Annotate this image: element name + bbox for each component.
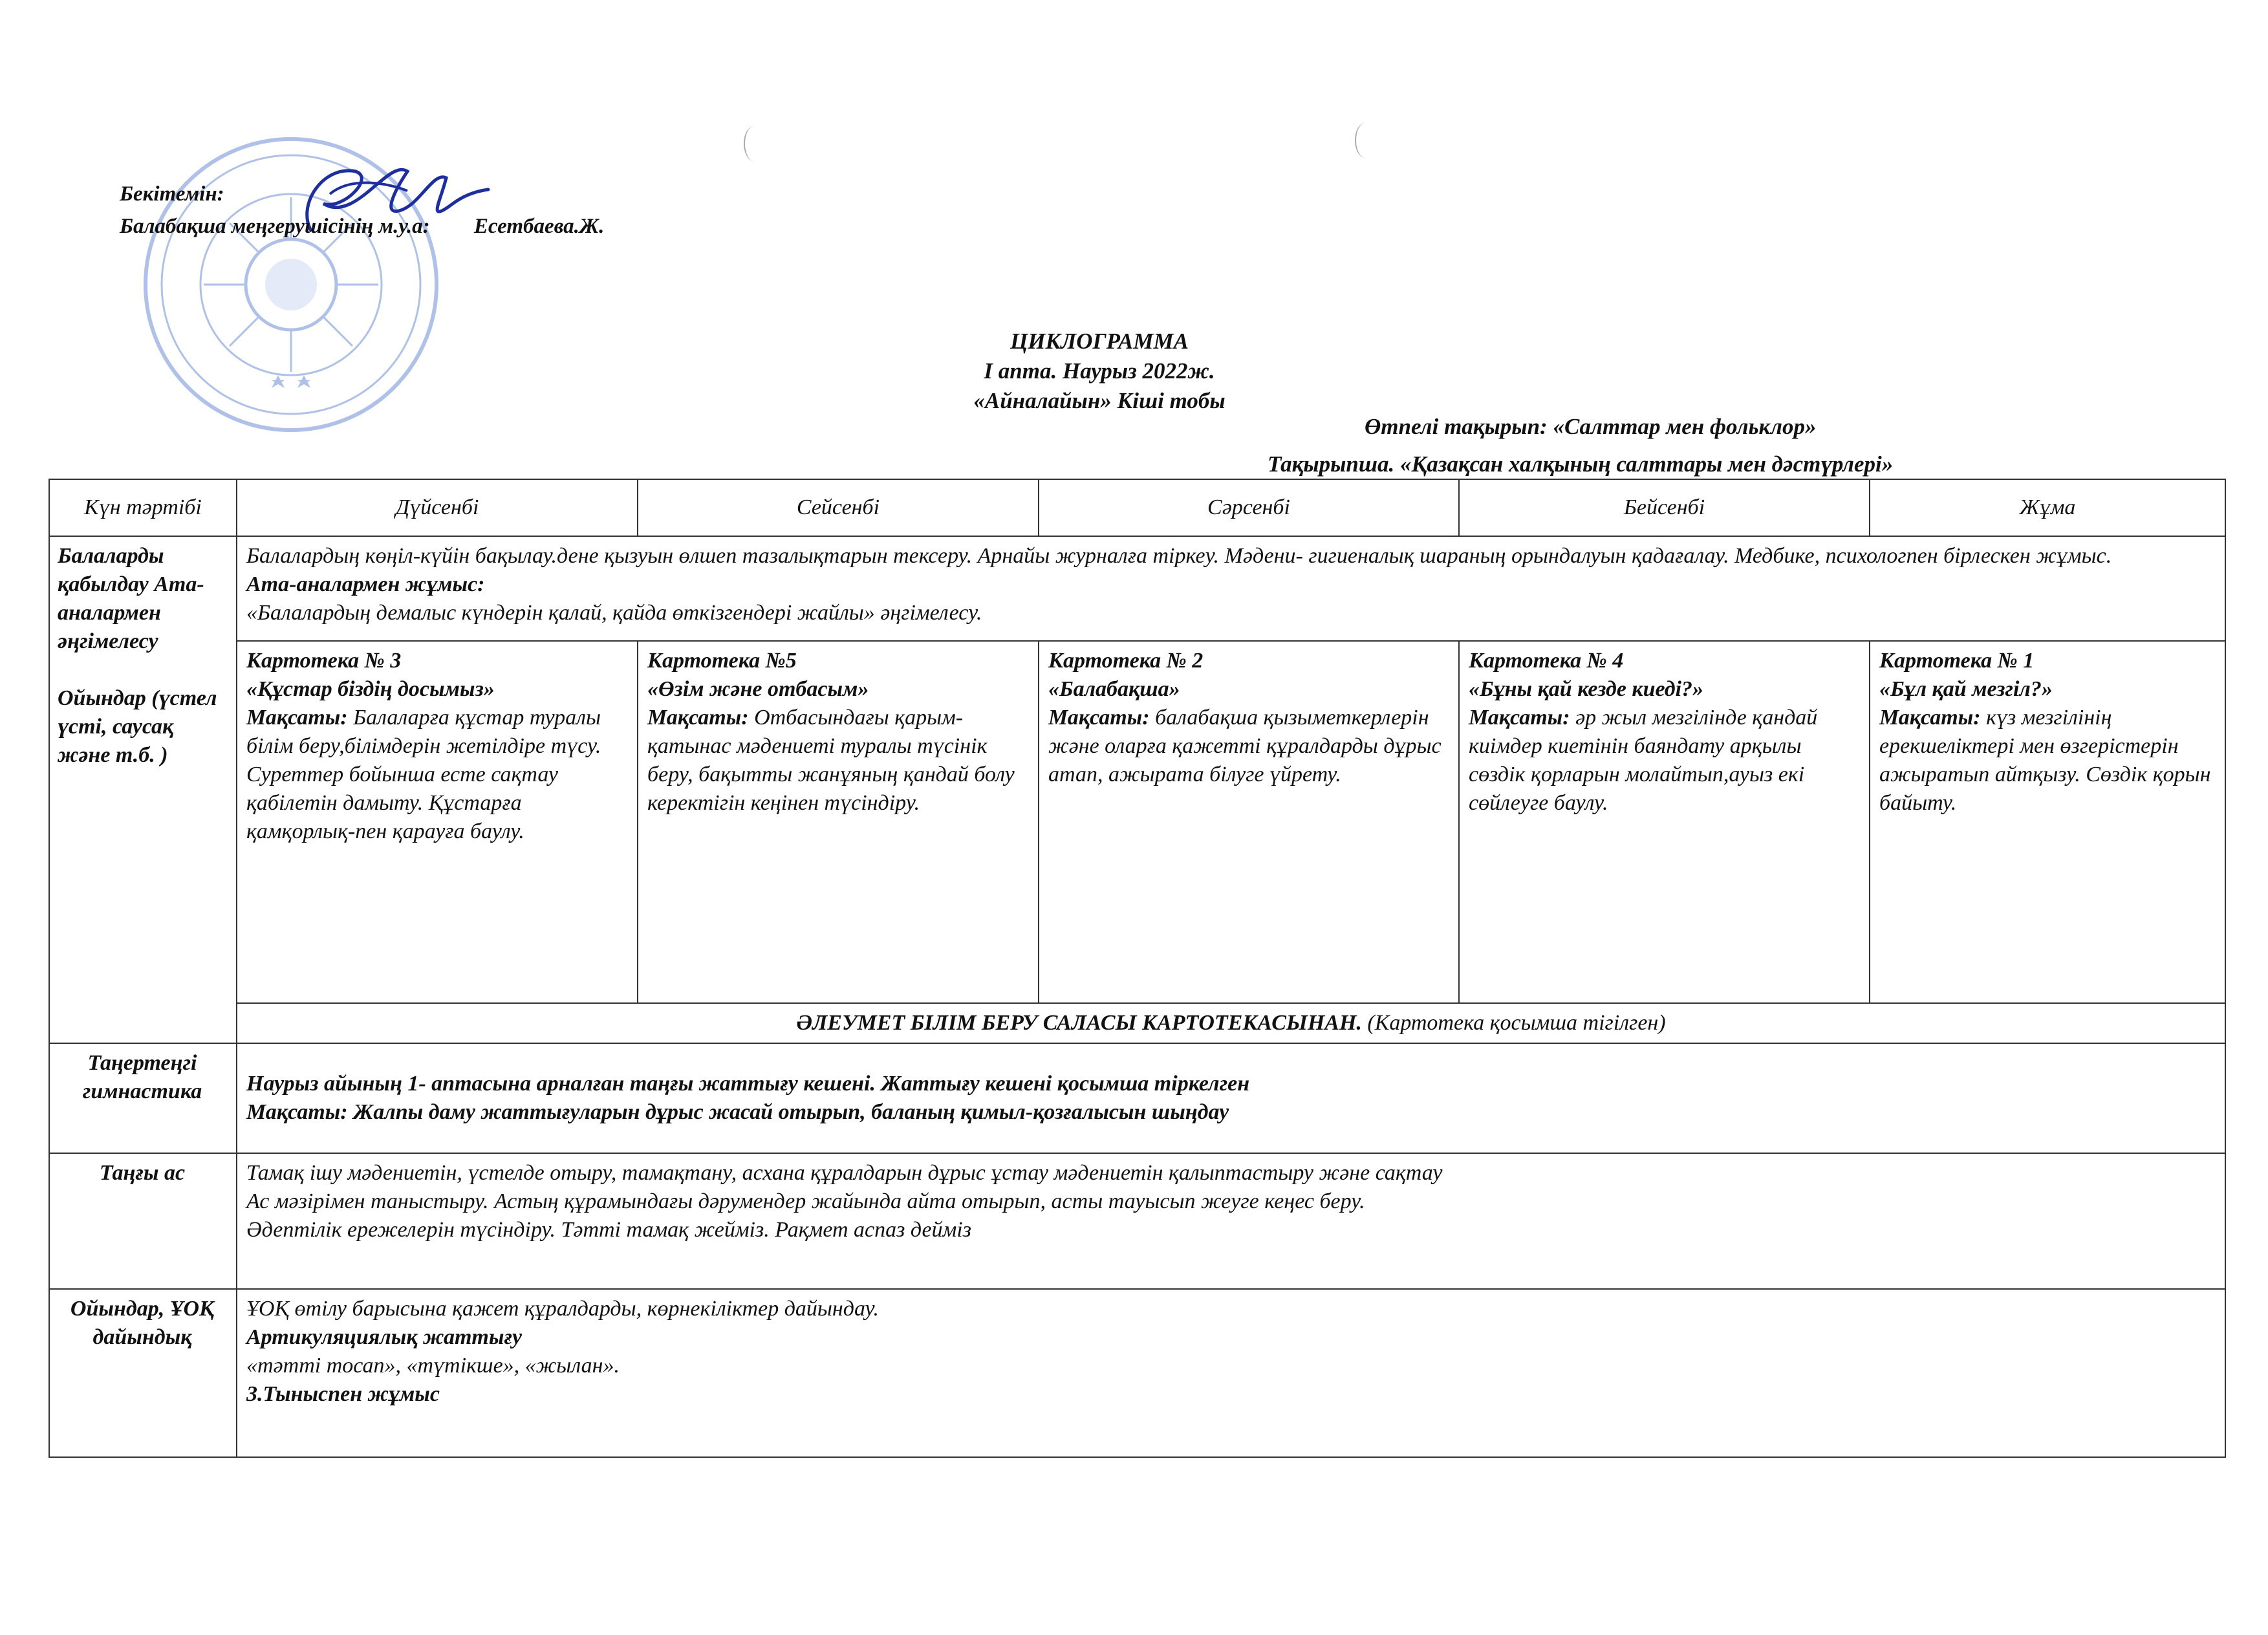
banner-note: (Картотека қосымша тігілген): [1367, 1011, 1666, 1035]
header-row: [49, 479, 2225, 536]
scan-mark: [1355, 123, 1376, 158]
cyclogram-table: [49, 479, 2226, 1458]
day-header: Дүйсенбі: [237, 479, 638, 536]
card-goal: Балаларға құстар туралы білім беру,білімдерін жетілдіре түсу. Суреттер бойынша есте сақтау қабілетін дамыту. Құстарға қамқорлық-пен қарауға баулу.: [246, 706, 601, 843]
card-goal-label: Мақсаты:: [1879, 706, 1981, 730]
scan-mark: [744, 126, 764, 161]
card-goal-label: Мақсаты:: [647, 706, 749, 730]
day-header: Бейсенбі: [1459, 479, 1870, 536]
banner-bold: ӘЛЕУМЕТ БІЛІМ БЕРУ САЛАСЫ КАРТОТЕКАСЫНАН.: [796, 1011, 1362, 1035]
card-title: «Құстар біздің досымыз»: [246, 677, 495, 701]
card-goal: әр жыл мезгілінде қандай киімдер киетінін баяндату арқылы сөздік қорларын молайтып,ауыз екі сөйлеуге баулу.: [1469, 706, 1818, 815]
card-number: Картотека № 1: [1879, 649, 2035, 673]
breakfast-row: [49, 1153, 2225, 1289]
parents-label: Ата-аналармен жұмыс:: [246, 572, 485, 596]
card-goal-label: Мақсаты:: [246, 706, 348, 730]
card-goal: балабақша қызыметкерлерін және оларға қажетті құралдарды дұрыс атап, ажырата білуге үйрету.: [1048, 706, 1442, 786]
card-title: «Балабақша»: [1048, 677, 1180, 701]
subtopic-line: Тақырыпша. «Қазақсан халқының салттары мен дәстүрлері»: [1268, 451, 1894, 477]
card-title: «Өзім және отбасым»: [647, 677, 869, 701]
prep-row: [49, 1289, 2225, 1457]
card-title: «Бұл қай мезгіл?»: [1879, 677, 2053, 701]
reception-label: Балаларды қабылдау Ата-аналармен әңгімелесу: [58, 544, 204, 653]
prep-subheading: 3.Тыныспен жұмыс: [246, 1382, 440, 1406]
approval-role: Балабақша меңгерушісінің м.у.а:: [120, 215, 430, 238]
reception-games-label: [49, 536, 237, 1043]
topic-line: Өтпелі тақырып: «Салттар мен фольклор»: [1365, 414, 1817, 439]
breakfast-content: [237, 1153, 2225, 1289]
reception-row: [49, 536, 2225, 641]
banner-row: [49, 1003, 2225, 1043]
approval-signatory: [120, 210, 604, 243]
parents-text: «Балалардың демалыс күндерін қалай, қайда өткізгендері жайлы» әңгімелесу.: [246, 601, 982, 625]
gymnastics-label: Таңертеңгі гимнастика: [49, 1043, 237, 1153]
prep-subheading: Артикуляциялық жаттығу: [246, 1325, 523, 1349]
card-goal: күз мезгілінің ерекшеліктері мен өзгерістерін ажыратып айтқызу. Сөздік қорын байыту.: [1879, 706, 2211, 815]
reception-text: Балалардың көңіл-күйін бақылау.дене қызуын өлшеп тазалықтарын тексеру. Арнайы журналға тіркеу. Мәдени- гигиеналық шараның орындалуын қадағалау. Медбике, психологпен бірлескен жұмыс.: [246, 544, 2112, 568]
gymnastics-content: [237, 1043, 2225, 1153]
breakfast-line: Ас мәзірімен таныстыру. Астың құрамындағы дәрумендер жайында айта отырып, асты тауысып жеуге кеңес беру.: [246, 1189, 1365, 1213]
breakfast-line: Тамақ ішу мәдениетін, үстелде отыру, тамақтану, асхана құралдарын дұрыс ұстау мәдениетін қалыптастыру және сақтау: [246, 1161, 1443, 1185]
card-number: Картотека № 4: [1469, 649, 1624, 673]
routine-header: Күн тәртібі: [49, 479, 237, 536]
card-cell: [1039, 641, 1459, 1003]
card-cell: [638, 641, 1039, 1003]
card-goal: Отбасындағы қарым-қатынас мәдениеті туралы түсінік беру, бақытты жанұяның қандай болу керектігін кеңінен түсіндіру.: [647, 706, 1015, 815]
day-header: Сейсенбі: [638, 479, 1039, 536]
games-label: Ойындар (үстел үсті, саусақ және т.б. ): [58, 686, 217, 767]
reception-content: [237, 536, 2225, 641]
prep-content: [237, 1289, 2225, 1457]
card-goal-label: Мақсаты:: [1469, 706, 1570, 730]
prep-line: ҰОҚ өтілу барысына қажет құралдарды, көрнекіліктер дайындау.: [246, 1297, 879, 1321]
gymnastics-goal: Мақсаты: Жалпы даму жаттығуларын дұрыс жасай отырып, баланың қимыл-қозғалысын шыңдау: [246, 1100, 1229, 1124]
card-cell: [237, 641, 638, 1003]
day-header: Сәрсенбі: [1039, 479, 1459, 536]
gymnastics-row: [49, 1043, 2225, 1153]
card-number: Картотека №5: [647, 649, 797, 673]
day-header: Жұма: [1870, 479, 2225, 536]
breakfast-label: Таңғы ас: [49, 1153, 237, 1289]
approval-label: Бекітемін:: [120, 182, 224, 206]
week-line: I апта. Наурыз 2022ж.: [984, 358, 1215, 384]
games-row: [49, 641, 2225, 1003]
approval-block: [120, 178, 604, 243]
card-title: «Бұны қай кезде киеді?»: [1469, 677, 1704, 701]
card-number: Картотека № 2: [1048, 649, 1204, 673]
gymnastics-line: Наурыз айының 1- аптасына арналған таңғы жаттығу кешені. Жаттығу кешені қосымша тіркелген: [246, 1072, 1250, 1096]
card-source-banner: [237, 1003, 2225, 1043]
document-title: ЦИКЛОГРАММА: [1010, 329, 1189, 354]
card-goal-label: Мақсаты:: [1048, 706, 1150, 730]
prep-label: Ойындар, ҰОҚ дайындық: [49, 1289, 237, 1457]
card-number: Картотека № 3: [246, 649, 402, 673]
group-line: «Айналайын» Кіші тобы: [973, 388, 1226, 413]
card-cell: [1870, 641, 2225, 1003]
approval-name: Есетбаева.Ж.: [473, 215, 605, 238]
prep-line: «тәтті тосап», «түтікше», «жылан».: [246, 1354, 620, 1378]
breakfast-line: Әдептілік ережелерін түсіндіру. Тәтті тамақ жейміз. Рақмет аспаз дейміз: [246, 1218, 971, 1242]
document-heading: [647, 327, 1552, 416]
card-cell: [1459, 641, 1870, 1003]
